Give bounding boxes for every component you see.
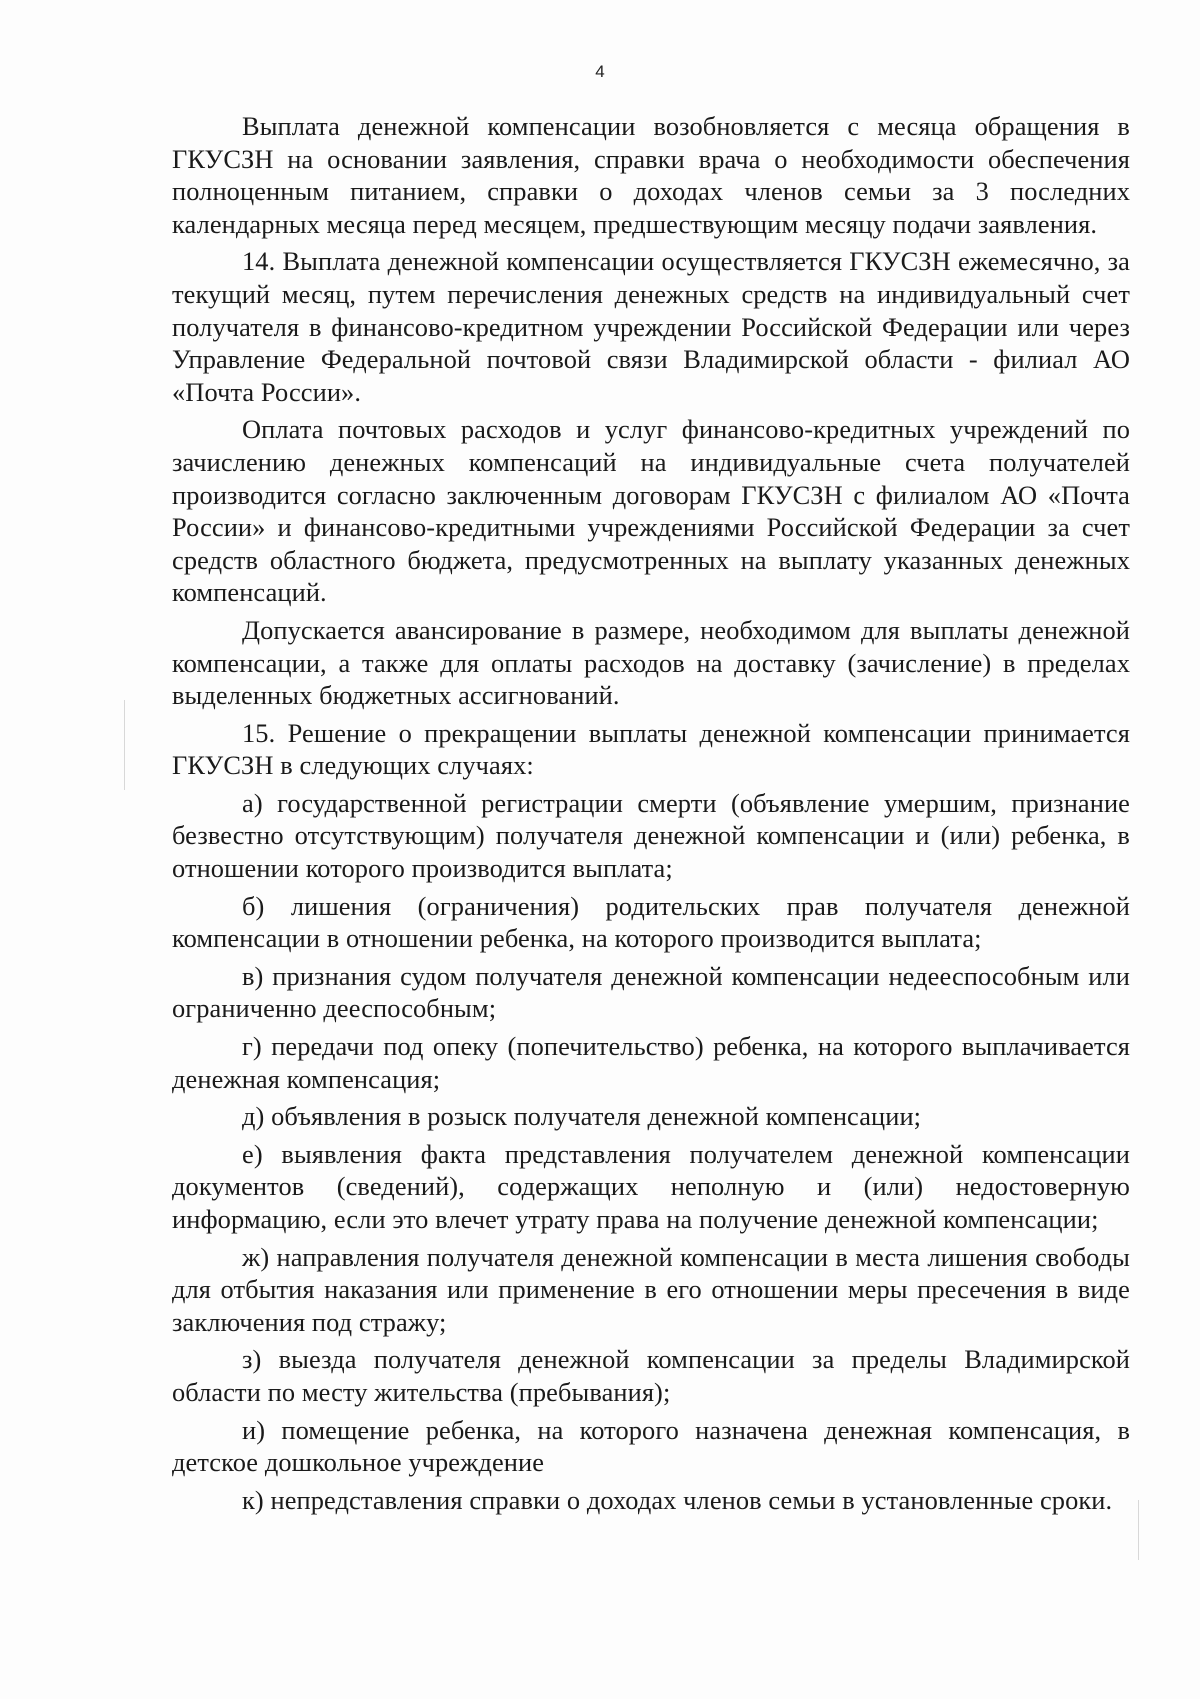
paragraph-15: 15. Решение о прекращении выплаты денежной компенсации принимается ГКУСЗН в следующих случаях: [172,717,1130,781]
list-item-e: е) выявления факта представления получателем денежной компенсации документов (сведений), содержащих неполную и (или) недостоверную информацию, если это влечет утрату права на получение денежной компенсации; [172,1138,1130,1234]
list-item-b: б) лишения (ограничения) родительских прав получателя денежной компенсации в отношении ребенка, на которого производится выплата; [172,890,1130,954]
document-body [172,110,1130,1516]
list-item-k: к) непредставления справки о доходах членов семьи в установленные сроки. [242,1484,1113,1515]
paragraph-postal-expenses: Оплата почтовых расходов и услуг финансово-кредитных учреждений по зачислению денежных компенсаций на индивидуальные счета получателей производится согласно заключенным договорам ГКУСЗН с филиалом АО «Почта России» и финансово-кредитными учреждениями Российской Федерации за счет средств областного бюджета, предусмотренных на выплату указанных денежных компенсаций. [172,414,1130,608]
list-item-v: в) признания судом получателя денежной компенсации недееспособным или ограниченно дееспособным; [172,960,1130,1024]
list-item-i: и) помещение ребенка, на которого назначена денежная компенсация, в детское дошкольное учреждение [172,1414,1130,1478]
paragraph-14: 14. Выплата денежной компенсации осуществляется ГКУСЗН ежемесячно, за текущий месяц, путем перечисления денежных средств на индивидуальный счет получателя в финансово-кредитном учреждении Российской Федерации или через Управление Федеральной почтовой связи Владимирской области - филиал АО «Почта России». [172,246,1130,407]
page-number: 4 [595,62,605,81]
list-item-g: г) передачи под опеку (попечительство) ребенка, на которого выплачивается денежная компенсация; [172,1031,1130,1094]
list-item-z: з) выезда получателя денежной компенсации за пределы Владимирской области по месту жительства (пребывания); [172,1344,1130,1407]
paragraph-advance-payment: Допускается авансирование в размере, необходимом для выплаты денежной компенсации, а также для оплаты расходов на доставку (зачисление) в пределах выделенных бюджетных ассигнований. [172,614,1130,711]
scan-edge-mark-right [1138,1500,1139,1560]
scan-edge-mark-left [124,700,125,790]
paragraph-resumption: Выплата денежной компенсации возобновляется с месяца обращения в ГКУСЗН на основании заявления, справки врача о необходимости обеспечения полноценным питанием, справки о доходах членов семьи за 3 последних календарных месяца перед месяцем, предшествующим месяцу подачи заявления. [172,111,1130,239]
list-item-zh: ж) направления получателя денежной компенсации в места лишения свободы для отбытия наказания или применение в его отношении меры пресечения в виде заключения под стражу; [172,1241,1130,1337]
list-item-a: а) государственной регистрации смерти (объявление умершим, признание безвестно отсутствующим) получателя денежной компенсации и (или) ребенка, в отношении которого производится выплата; [172,787,1130,884]
list-item-d: д) объявления в розыск получателя денежной компенсации; [242,1101,922,1132]
